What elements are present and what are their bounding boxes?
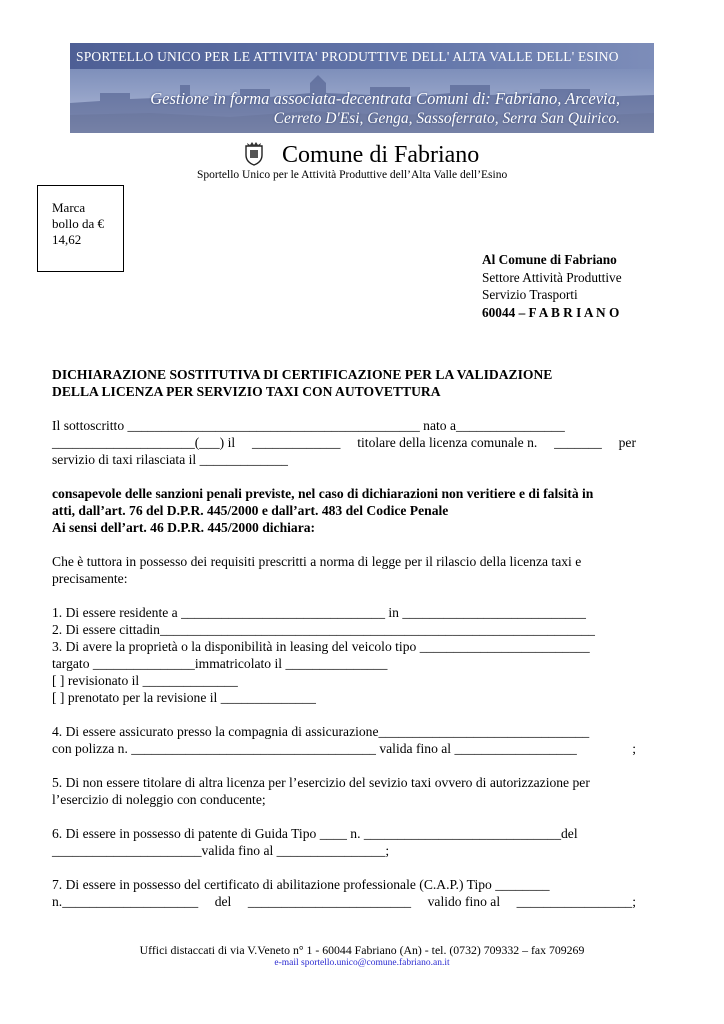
item-7-part: del: [214, 894, 232, 909]
declarant-line-2: [52, 435, 636, 451]
item-3-revised: [ ] revisionato il ______________: [52, 673, 238, 688]
marca-line-2: bollo da €: [52, 216, 104, 231]
banner-subtitle-1: Gestione in forma associata-decentrata Comuni di: Fabriano, Arcevia,: [150, 89, 620, 108]
item-7-part: valido fino al: [427, 894, 501, 909]
declarant-line-3: servizio di taxi rilasciata il _____________: [52, 452, 288, 467]
marca-line-1: Marca: [52, 200, 86, 215]
banner-title: SPORTELLO UNICO PER LE ATTIVITA' PRODUTTIVE DELL' ALTA VALLE DELL' ESINO: [76, 49, 619, 64]
address-line-4: 60044 – F A B R I A N O: [482, 304, 620, 320]
item-4-insurance: 4. Di essere assicurato presso la compagnia di assicurazione_______________________________: [52, 724, 590, 739]
banner-subtitle-2: Cerreto D'Esi, Genga, Sassoferrato, Serra San Quirico.: [273, 110, 620, 127]
recipient-address: [482, 251, 622, 321]
marca-line-3: 14,62: [52, 232, 82, 247]
item-4-policy-end: ;: [632, 741, 636, 756]
declarant-line-1: Il sottoscritto ___________________________________________ nato a________________: [52, 418, 565, 433]
penalty-notice-line-3: Ai sensi dell’art. 46 D.P.R. 445/2000 dichiara:: [52, 520, 316, 535]
item-1-residence: 1. Di essere residente a ______________________________ in ___________________________: [52, 605, 586, 620]
document-title-line-1: DICHIARAZIONE SOSTITUTIVA DI CERTIFICAZIONE PER LA VALIDAZIONE: [52, 367, 553, 382]
item-5-line-2: l’esercizio di noleggio con conducente;: [52, 792, 266, 807]
penalty-notice-line-1: consapevole delle sanzioni penali previste, nel caso di dichiarazioni non veritiere e di falsità in: [52, 486, 594, 501]
declarant-line-2-part: _____________________(___) il: [52, 435, 236, 450]
footer-address: Uffici distaccati di via V.Veneto n° 1 - 60044 Fabriano (An) - tel. (0732) 709332 – fax 709269: [139, 943, 585, 957]
declarant-line-2-part: _______: [554, 435, 602, 450]
penalty-notice-line-2: atti, dall’art. 76 del D.P.R. 445/2000 e dall’art. 483 del Codice Penale: [52, 503, 449, 518]
item-7-cap-details: [52, 894, 636, 910]
address-line-3: Servizio Trasporti: [482, 287, 578, 302]
item-3-booked-revision: [ ] prenotato per la revisione il ______________: [52, 690, 316, 705]
item-7-cap: 7. Di essere in possesso del certificato di abilitazione professionale (C.A.P.) Tipo ________: [52, 877, 550, 892]
requirements-line-2: precisamente:: [52, 571, 128, 586]
revenue-stamp-box: [37, 185, 124, 272]
document-title-line-2: DELLA LICENZA PER SERVIZIO TAXI CON AUTOVETTURA: [52, 384, 441, 399]
item-3-vehicle: 3. Di avere la proprietà o la disponibilità in leasing del veicolo tipo _________________________: [52, 639, 590, 654]
item-7-part: _________________;: [516, 894, 636, 909]
header-banner: [70, 43, 654, 133]
address-line-1: Al Comune di Fabriano: [482, 252, 617, 267]
footer-email-link[interactable]: e-mail sportello.unico@comune.fabriano.an.it: [274, 958, 450, 968]
item-5-line-1: 5. Di non essere titolare di altra licenza per l’esercizio del sevizio taxi ovvero di autorizzazione per: [52, 775, 590, 790]
declarant-line-2-part: per: [618, 435, 636, 450]
item-3-plate: targato _______________immatricolato il _______________: [52, 656, 388, 671]
item-7-part: n.____________________: [52, 894, 199, 909]
declarant-line-2-part: _____________: [252, 435, 341, 450]
item-2-citizenship: 2. Di essere cittadin________________________________________________________________: [52, 622, 595, 637]
item-6-validity: ______________________valida fino al ________________;: [52, 843, 390, 858]
comune-subtitle: Sportello Unico per le Attività Produttive dell’Alta Valle dell’Esino: [197, 169, 508, 181]
item-4-policy: [52, 741, 636, 757]
item-7-part: ________________________: [247, 894, 412, 909]
coat-of-arms-icon: [243, 140, 265, 166]
declarant-line-2-part: titolare della licenza comunale n.: [357, 435, 538, 450]
comune-title: Comune di Fabriano: [282, 142, 480, 168]
address-line-2: Settore Attività Produttive: [482, 269, 622, 285]
item-4-policy-text: con polizza n. ____________________________________ valida fino al __________________: [52, 741, 577, 756]
requirements-line-1: Che è tuttora in possesso dei requisiti prescritti a norma di legge per il rilascio della licenza taxi e: [52, 554, 582, 569]
item-6-license: 6. Di essere in possesso di patente di Guida Tipo ____ n. _____________________________del: [52, 826, 578, 841]
